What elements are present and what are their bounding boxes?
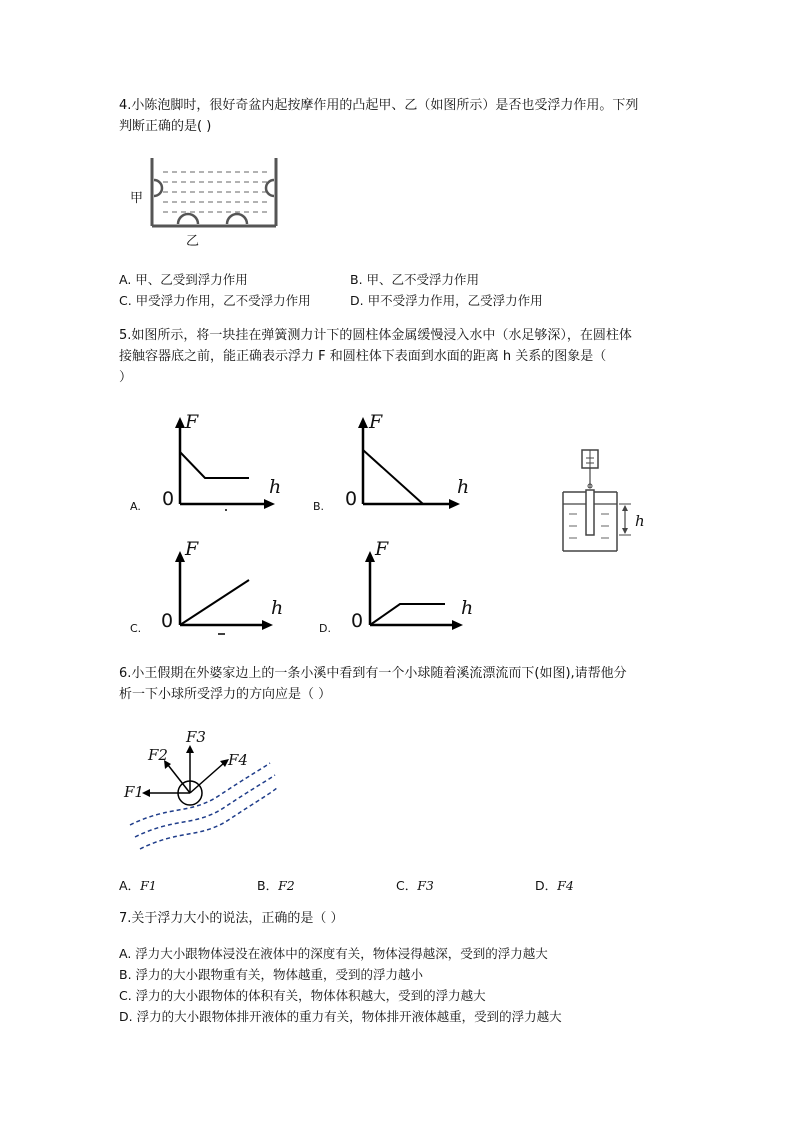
- q4-label-yi: 乙: [186, 234, 200, 249]
- q6-option-d: [535, 876, 574, 896]
- q5-stem-line2: 接触容器底之前，能正确表示浮力 F 和圆柱体下表面到水面的距离 h 关系的图象是（: [119, 349, 607, 364]
- q4-label-jia: 甲: [130, 191, 144, 206]
- q5-graph-a-axis-h: h: [269, 476, 282, 498]
- q5-stem-line1: 5.如图所示，将一块挂在弹簧测力计下的圆柱体金属缓慢浸入水中（水足够深），在圆柱体: [119, 328, 632, 343]
- q5-option-d-letter: D.: [319, 622, 331, 635]
- q7-option-b: B. 浮力的大小跟物重有关，物体越重，受到的浮力越小: [119, 967, 424, 982]
- q5-graph-a: [125, 412, 300, 522]
- q4-option-b: B. 甲、乙不受浮力作用: [350, 272, 480, 287]
- q6-force-label-f4: F4: [228, 751, 248, 769]
- q5-graph-c-axis-f: F: [185, 538, 199, 560]
- q4-stem-line1: 4.小陈泡脚时，很好奇盆内起按摩作用的凸起甲、乙（如图所示）是否也受浮力作用。下列: [119, 98, 639, 113]
- q5-graph-b-origin: 0: [345, 488, 358, 510]
- q6-force-label-f3: F3: [186, 728, 206, 746]
- q6-option-b-letter: B．: [257, 878, 279, 893]
- q6-option-d-value: F4: [557, 878, 574, 893]
- q6-stream-figure: [120, 725, 280, 860]
- q6-option-a-value: F1: [140, 878, 157, 893]
- q5-graph-d-axis-h: h: [461, 597, 474, 619]
- q6-option-c-letter: C．: [396, 878, 418, 893]
- q5-graph-a-origin: 0: [162, 488, 175, 510]
- q6-option-b: [257, 876, 295, 896]
- q6-option-c: [396, 876, 434, 896]
- q6-option-b-value: F2: [278, 878, 295, 893]
- q6-option-c-value: F3: [417, 878, 434, 893]
- q5-graph-b: [305, 412, 480, 522]
- q7-stem: 7.关于浮力大小的说法，正确的是（ ）: [119, 911, 344, 926]
- q5-apparatus-label-h: h: [635, 512, 645, 530]
- q6-stem-line2: 析一下小球所受浮力的方向应是（ ）: [119, 687, 332, 702]
- q4-footbath-figure: [125, 150, 295, 250]
- q5-stem-line3: ）: [119, 370, 133, 385]
- q5-option-c-letter: C.: [130, 622, 142, 635]
- q5-graph-c-origin: 0: [161, 610, 174, 632]
- q5-graph-d-origin: 0: [351, 610, 364, 632]
- q6-option-a-letter: A．: [119, 878, 141, 893]
- q5-apparatus-figure: [555, 448, 655, 558]
- q5-graph-d-axis-f: F: [375, 538, 389, 560]
- q4-option-c: C. 甲受浮力作用，乙不受浮力作用: [119, 293, 311, 308]
- q5-graph-b-axis-h: h: [457, 476, 470, 498]
- q7-option-d: D. 浮力的大小跟物体排开液体的重力有关，物体排开液体越重，受到的浮力越大: [119, 1009, 562, 1024]
- q4-option-d: D. 甲不受浮力作用，乙受浮力作用: [350, 293, 543, 308]
- q5-graph-d: [315, 538, 490, 638]
- q6-option-d-letter: D．: [535, 878, 558, 893]
- q6-option-a: [119, 876, 157, 896]
- q7-option-a: A. 浮力大小跟物体浸没在液体中的深度有关，物体浸得越深，受到的浮力越大: [119, 946, 548, 961]
- q4-stem-line2: 判断正确的是( ): [119, 119, 212, 134]
- q5-graph-c: [125, 538, 300, 638]
- q4-option-a: A. 甲、乙受到浮力作用: [119, 272, 248, 287]
- q6-force-label-f1: F1: [124, 783, 144, 801]
- q5-graph-b-axis-f: F: [369, 411, 383, 433]
- q6-force-label-f2: F2: [148, 746, 168, 764]
- q5-option-a-letter: A.: [130, 500, 141, 513]
- q6-stem-line1: 6.小王假期在外婆家边上的一条小溪中看到有一个小球随着溪流漂流而下(如图),请帮他分: [119, 666, 627, 681]
- q5-graph-c-axis-h: h: [271, 597, 284, 619]
- q5-graph-a-axis-f: F: [185, 411, 199, 433]
- q5-option-b-letter: B.: [313, 500, 325, 513]
- q7-option-c: C. 浮力的大小跟物体的体积有关，物体体积越大，受到的浮力越大: [119, 988, 486, 1003]
